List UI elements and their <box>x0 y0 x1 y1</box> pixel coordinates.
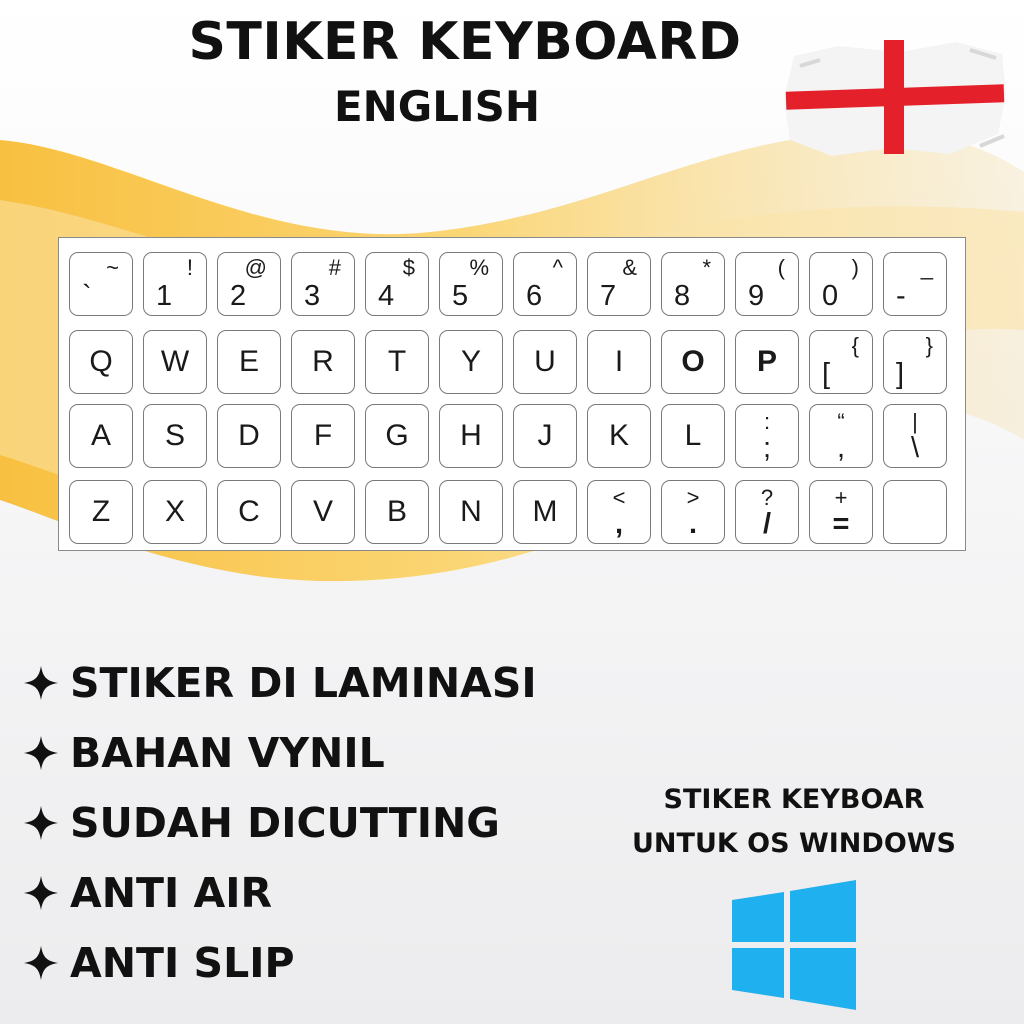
keycap-main-label: S <box>164 419 185 452</box>
feature-label: ANTI AIR <box>70 869 273 917</box>
keycap-main-label: T <box>387 345 407 378</box>
windows-logo-icon <box>732 880 856 1010</box>
keycap-main-label: H <box>460 419 482 452</box>
sparkle-icon <box>22 944 60 982</box>
keycap-shift-label: ~ <box>106 255 119 280</box>
keycap-base-label: , <box>836 432 846 464</box>
feature-label: ANTI SLIP <box>70 939 295 987</box>
keycap-sticker <box>365 330 429 394</box>
keycap-sticker <box>661 330 725 394</box>
keycap-shift-label: * <box>702 255 711 280</box>
keycap-shift-label: @ <box>244 255 267 280</box>
sparkle-icon <box>22 734 60 772</box>
keycap-sticker <box>365 252 429 316</box>
keyboard-sticker-sheet <box>58 237 966 551</box>
keycap-base-label: 6 <box>526 280 543 312</box>
page-title: STIKER KEYBOARD <box>188 12 742 72</box>
windows-note-line1: STIKER KEYBOAR <box>663 784 925 815</box>
keycap-sticker <box>439 404 503 468</box>
keycap-main-label: L <box>684 419 702 452</box>
keycap-main-label: O <box>681 345 705 378</box>
keycap-base-label: = <box>832 508 850 540</box>
keycap-shift-label: ) <box>851 255 859 280</box>
keycap-base-label: / <box>762 508 772 540</box>
keycap-shift-label: < <box>612 485 626 510</box>
keycap-sticker <box>661 404 725 468</box>
keycap-main-label: Q <box>89 345 113 378</box>
keycap-sticker <box>587 330 651 394</box>
keycap-main-label: U <box>534 345 556 378</box>
keycap-base-label: ` <box>82 280 92 312</box>
keycap-base-label: - <box>896 280 906 312</box>
keycap-sticker <box>69 480 133 544</box>
keycap-main-label: C <box>238 495 260 528</box>
keycap-base-label: 7 <box>600 280 617 312</box>
keycap-sticker <box>883 480 947 544</box>
keycap-main-label: P <box>756 345 777 378</box>
feature-item <box>22 788 537 858</box>
keycap-sticker <box>69 252 133 316</box>
sparkle-icon <box>22 664 60 702</box>
keycap-sticker <box>143 404 207 468</box>
keycap-sticker <box>143 480 207 544</box>
keycap-sticker <box>809 330 873 394</box>
keycap-sticker <box>735 252 799 316</box>
keycap-shift-label: > <box>686 485 700 510</box>
keycap-base-label: . <box>688 508 698 540</box>
keycap-shift-label: { <box>851 333 859 358</box>
keycap-shift-label: # <box>328 255 341 280</box>
keycap-base-label: 5 <box>452 280 469 312</box>
keycap-main-label: V <box>312 495 333 528</box>
sparkle-icon <box>22 874 60 912</box>
keycap-main-label: Y <box>460 345 481 378</box>
windows-note-line2: UNTUK OS WINDOWS <box>632 828 956 859</box>
keycap-sticker <box>291 480 355 544</box>
feature-label: BAHAN VYNIL <box>70 729 385 777</box>
keycap-main-label: M <box>532 495 558 528</box>
keycap-sticker <box>439 330 503 394</box>
keycap-sticker <box>291 330 355 394</box>
feature-list <box>22 648 537 998</box>
keycap-main-label: N <box>460 495 482 528</box>
page-subtitle: ENGLISH <box>333 82 541 131</box>
keycap-sticker <box>217 404 281 468</box>
keycap-main-label: K <box>608 419 629 452</box>
keycap-base-label: \ <box>910 432 920 464</box>
keycap-main-label: F <box>313 419 333 452</box>
keycap-main-label: W <box>160 345 190 378</box>
feature-label: STIKER DI LAMINASI <box>70 659 537 707</box>
keycap-base-label: 9 <box>748 280 765 312</box>
keycap-main-label: I <box>614 345 624 378</box>
keycap-sticker <box>291 404 355 468</box>
keycap-sticker <box>883 330 947 394</box>
keycap-sticker <box>69 330 133 394</box>
keycap-main-label: B <box>386 495 407 528</box>
keycap-sticker <box>587 404 651 468</box>
keycap-sticker <box>439 480 503 544</box>
keycap-sticker <box>69 404 133 468</box>
feature-item <box>22 928 537 998</box>
keycap-sticker <box>217 252 281 316</box>
keycap-sticker <box>513 252 577 316</box>
keycap-sticker <box>513 404 577 468</box>
keycap-sticker <box>513 480 577 544</box>
keycap-shift-label: } <box>925 333 933 358</box>
keycap-shift-label: + <box>834 485 848 510</box>
keycap-sticker <box>439 252 503 316</box>
keycap-base-label: 3 <box>304 280 321 312</box>
keycap-sticker <box>143 252 207 316</box>
feature-item <box>22 718 537 788</box>
keycap-shift-label: ! <box>186 255 193 280</box>
feature-item <box>22 648 537 718</box>
keycap-sticker <box>809 480 873 544</box>
keycap-sticker <box>661 480 725 544</box>
keycap-sticker <box>365 404 429 468</box>
keycap-sticker <box>735 330 799 394</box>
keycap-sticker <box>217 330 281 394</box>
keycap-shift-label: % <box>469 255 489 280</box>
keycap-main-label: J <box>537 419 553 452</box>
keycap-base-label: 4 <box>378 280 395 312</box>
keycap-base-label: ] <box>896 358 905 390</box>
keycap-sticker <box>883 404 947 468</box>
keycap-sticker <box>217 480 281 544</box>
keycap-main-label: G <box>385 419 409 452</box>
keycap-sticker <box>587 252 651 316</box>
keycap-main-label: R <box>312 345 334 378</box>
windows-note <box>600 778 988 866</box>
keycap-sticker <box>365 480 429 544</box>
keycap-main-label: A <box>90 419 111 452</box>
keycap-shift-label: : <box>763 409 771 434</box>
keycap-main-label: X <box>164 495 185 528</box>
keycap-shift-label: “ <box>837 409 845 434</box>
keycap-main-label: E <box>238 345 259 378</box>
keycap-sticker <box>809 252 873 316</box>
keycap-sticker <box>587 480 651 544</box>
keycap-sticker <box>143 330 207 394</box>
keycap-main-label: Z <box>91 495 111 528</box>
keycap-shift-label: $ <box>402 255 415 280</box>
keycap-sticker <box>291 252 355 316</box>
keycap-sticker <box>883 252 947 316</box>
keycap-shift-label: & <box>622 255 637 280</box>
keycap-shift-label: | <box>912 409 918 434</box>
keycap-sticker <box>513 330 577 394</box>
feature-label: SUDAH DICUTTING <box>70 799 500 847</box>
feature-item <box>22 858 537 928</box>
keycap-shift-label: ^ <box>552 255 563 280</box>
keycap-shift-label: ( <box>777 255 785 280</box>
keycap-base-label: , <box>614 508 624 540</box>
keycap-sticker <box>661 252 725 316</box>
keycap-sticker <box>735 404 799 468</box>
keycap-shift-label: _ <box>920 255 933 280</box>
keycap-base-label: 2 <box>230 280 247 312</box>
keycap-shift-label: ? <box>760 485 774 510</box>
keycap-base-label: 0 <box>822 280 839 312</box>
keycap-sticker <box>735 480 799 544</box>
keycap-base-label: 1 <box>156 280 173 312</box>
keycap-sticker <box>809 404 873 468</box>
keycap-main-label: D <box>238 419 260 452</box>
england-flag-icon <box>780 36 1012 160</box>
keycap-base-label: ; <box>762 432 772 464</box>
sparkle-icon <box>22 804 60 842</box>
keycap-base-label: 8 <box>674 280 691 312</box>
keycap-base-label: [ <box>822 358 831 390</box>
